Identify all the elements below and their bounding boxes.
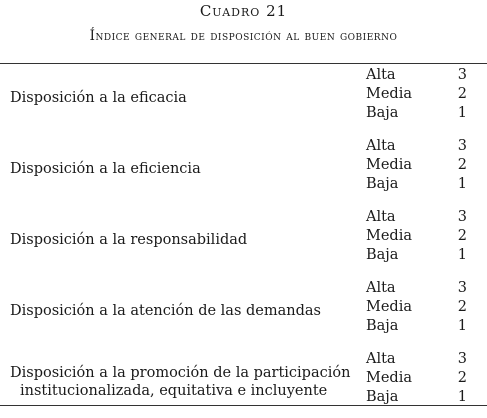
level-row [0, 350, 487, 368]
level-name: Media [366, 157, 412, 173]
level-name: Baja [366, 176, 399, 192]
level-row [0, 246, 487, 264]
level-row [0, 85, 487, 103]
table-group [0, 277, 487, 347]
level-row [0, 317, 487, 335]
group-label-line: Disposición a la promoción de la participación [10, 365, 351, 381]
level-score: 1 [457, 318, 467, 334]
level-row [0, 279, 487, 297]
level-score: 2 [457, 299, 467, 315]
level-score: 1 [457, 176, 467, 192]
level-name: Baja [366, 105, 399, 121]
level-score: 2 [457, 86, 467, 102]
level-name: Media [366, 228, 412, 244]
table-caption-title: Índice general de disposición al buen gobierno [89, 28, 398, 44]
level-row [0, 298, 487, 316]
group-label-line: institucionalizada, equitativa e incluyente [20, 383, 328, 399]
level-name: Alta [366, 138, 396, 154]
level-score: 3 [457, 351, 467, 367]
level-name: Alta [366, 280, 396, 296]
group-label-line: Disposición a la responsabilidad [10, 232, 248, 248]
level-score: 3 [457, 209, 467, 225]
group-label-line: Disposición a la eficiencia [10, 161, 201, 177]
level-name: Baja [366, 389, 399, 405]
level-score: 3 [457, 138, 467, 154]
level-name: Baja [366, 318, 399, 334]
level-row [0, 175, 487, 193]
level-row [0, 227, 487, 245]
table-group [0, 64, 487, 134]
level-score: 1 [457, 105, 467, 121]
level-row [0, 66, 487, 84]
table-bottom-rule [0, 405, 487, 406]
group-label-line: Disposición a la atención de las demandas [10, 303, 321, 319]
level-row [0, 104, 487, 122]
level-score: 2 [457, 228, 467, 244]
level-score: 3 [457, 67, 467, 83]
level-row [0, 137, 487, 155]
level-score: 2 [457, 157, 467, 173]
level-score: 2 [457, 370, 467, 386]
level-name: Media [366, 86, 412, 102]
table-caption-number: Cuadro 21 [199, 2, 288, 20]
level-name: Alta [366, 209, 396, 225]
level-score: 3 [457, 280, 467, 296]
level-score: 1 [457, 247, 467, 263]
level-row [0, 388, 487, 406]
level-score: 1 [457, 389, 467, 405]
level-name: Media [366, 299, 412, 315]
table-group [0, 348, 487, 418]
level-name: Alta [366, 67, 396, 83]
table-group [0, 135, 487, 205]
level-name: Alta [366, 351, 396, 367]
level-name: Media [366, 370, 412, 386]
table-group [0, 206, 487, 276]
level-row [0, 156, 487, 174]
level-name: Baja [366, 247, 399, 263]
level-row [0, 369, 487, 387]
group-label-line: Disposición a la eficacia [10, 90, 187, 106]
level-row [0, 208, 487, 226]
